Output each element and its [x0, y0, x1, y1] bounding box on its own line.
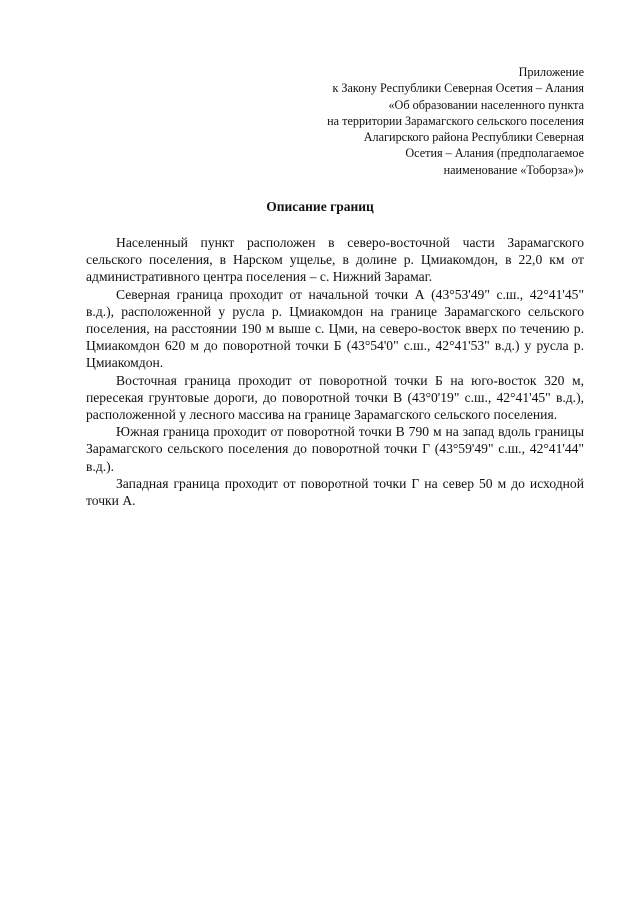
appendix-header	[284, 64, 584, 178]
paragraph-location: Населенный пункт расположен в северо-восточной части Зарамагского сельского поселения, в Нарском ущелье, в долине р. Цмиакомдон, в 22,0 км от административного центра поселения – с. Нижний Зарамаг.	[86, 235, 584, 285]
appendix-line: Приложение	[518, 65, 584, 79]
appendix-line: на территории Зарамагского сельского поселения	[327, 113, 584, 128]
appendix-line: наименование «Тоборза»)»	[443, 162, 584, 177]
appendix-line: «Об образовании населенного пункта	[388, 97, 584, 112]
document-body	[86, 234, 584, 509]
paragraph-southern-border: Южная граница проходит от поворотной точки В 790 м на запад вдоль границы Зарамагского сельского поселения до поворотной точки Г (43°59'49" с.ш., 42°41'44" в.д.).	[86, 424, 584, 474]
paragraph-western-border: Западная граница проходит от поворотной точки Г на север 50 м до исходной точки А.	[86, 475, 584, 509]
appendix-line: к Закону Республики Северная Осетия – Алания	[332, 81, 584, 96]
appendix-line: Алагирского района Республики Северная	[363, 130, 584, 145]
document-title: Описание границ	[266, 199, 374, 214]
paragraph-northern-border: Северная граница проходит от начальной точки А (43°53'49" с.ш., 42°41'45" в.д.), расположенной у русла р. Цмиакомдон на границе Зарамагского сельского поселения, на расстоянии 190 м выше с. Цми, на северо-восток вверх по течению р. Цмиакомдон 620 м до поворотной точки Б (43°54'0" с.ш., 42°41'53" в.д.) у русла р. Цмиакомдон.	[86, 286, 584, 371]
paragraph-eastern-border: Восточная граница проходит от поворотной точки Б на юго-восток 320 м, пересекая грунтовые дороги, до поворотной точки В (43°0'19" с.ш., 42°41'45" в.д.), расположенной у лесного массива на границе Зарамагского сельского поселения.	[86, 372, 584, 423]
appendix-line: Осетия – Алания (предполагаемое	[405, 146, 584, 161]
